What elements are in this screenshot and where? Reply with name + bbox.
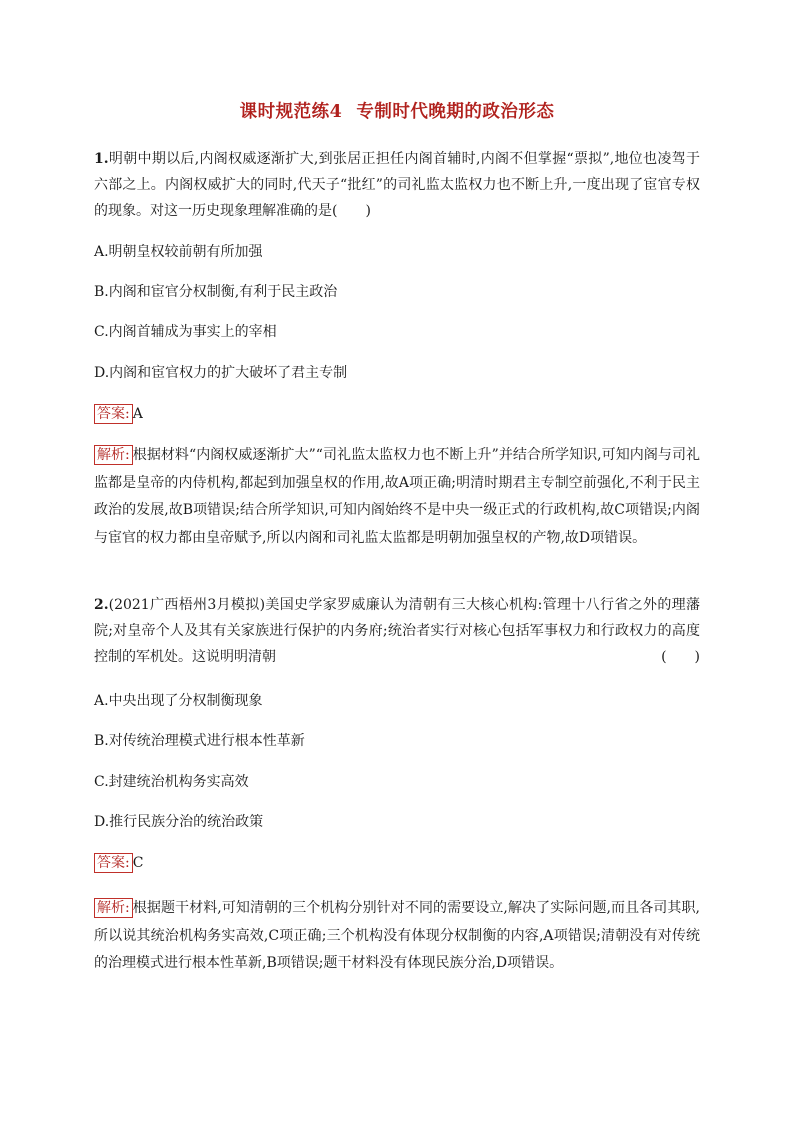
answer-blank: ( ) [661, 649, 700, 665]
answer-value: A [132, 406, 143, 422]
question-1-stem [94, 146, 700, 224]
question-2-option-a: A.中央出现了分权制衡现象 [94, 693, 263, 709]
explanation-text: 根据题干材料,可知清朝的三个机构分别针对不同的需要设立,解决了实际问题,而且各司其职,所以说其统治机构务实高效,C项正确;三个机构没有体现分权制衡的内容,A项错误;清朝没有对传统的治理模式进行根本性革新,B项错误;题干材料没有体现民族分治,D项错误。 [94, 900, 700, 971]
title-lesson: 课时规范练4 [239, 102, 343, 122]
question-2-answer [94, 853, 143, 873]
explanation-label: 解析: [94, 898, 133, 918]
question-1-answer [94, 404, 143, 424]
question-text: 明朝中期以后,内阁权威逐渐扩大,到张居正担任内阁首辅时,内阁不但掌握“票拟”,地位也凌驾于六部之上。内阁权威扩大的同时,代天子“批红”的司礼监太监权力也不断上升,一度出现了宦官专权的现象。对这一历史现象理解准确的是( ) [94, 151, 700, 219]
explanation-text: 根据材料“内阁权威逐渐扩大”“司礼监太监权力也不断上升”并结合所学知识,可知内阁与司礼监都是皇帝的内侍机构,都起到加强皇权的作用,故A项正确;明清时期君主专制空前强化,不利于民主政治的发展,故B项错误;结合所学知识,可知内阁始终不是中央一级正式的行政机构,故C项错误;内阁与宦官的权力都由皇帝赋予,所以内阁和司礼监太监都是明朝加强皇权的产物,故D项错误。 [94, 447, 700, 546]
question-2-option-b: B.对传统治理模式进行根本性革新 [94, 733, 305, 749]
answer-label: 答案: [94, 853, 133, 873]
explanation-label: 解析: [94, 445, 133, 465]
question-1-option-d: D.内阁和宦官权力的扩大破坏了君主专制 [94, 365, 348, 381]
question-number: 2. [94, 597, 109, 613]
question-1-explanation [94, 442, 700, 552]
question-2-stem [94, 592, 700, 670]
question-1-option-a: A.明朝皇权较前朝有所加强 [94, 244, 263, 260]
page-title [0, 98, 794, 123]
answer-label: 答案: [94, 404, 133, 424]
question-1-option-b: B.内阁和宦官分权制衡,有利于民主政治 [94, 284, 338, 300]
question-number: 1. [94, 151, 109, 167]
question-1-option-c: C.内阁首辅成为事实上的宰相 [94, 324, 277, 340]
title-topic: 专制时代晚期的政治形态 [356, 102, 555, 122]
question-2-option-c: C.封建统治机构务实高效 [94, 774, 249, 790]
question-text: (2021广西梧州3月模拟)美国史学家罗威廉认为清朝有三大核心机构:管理十八行省之外的理藩院;对皇帝个人及其有关家族进行保护的内务府;统治者实行对核心包括军事权力和行政权力的高度控制的军机处。这说明明清朝 [94, 597, 700, 665]
question-2-option-d: D.推行民族分治的统治政策 [94, 814, 264, 830]
answer-value: C [132, 855, 144, 871]
question-2-explanation [94, 895, 700, 978]
